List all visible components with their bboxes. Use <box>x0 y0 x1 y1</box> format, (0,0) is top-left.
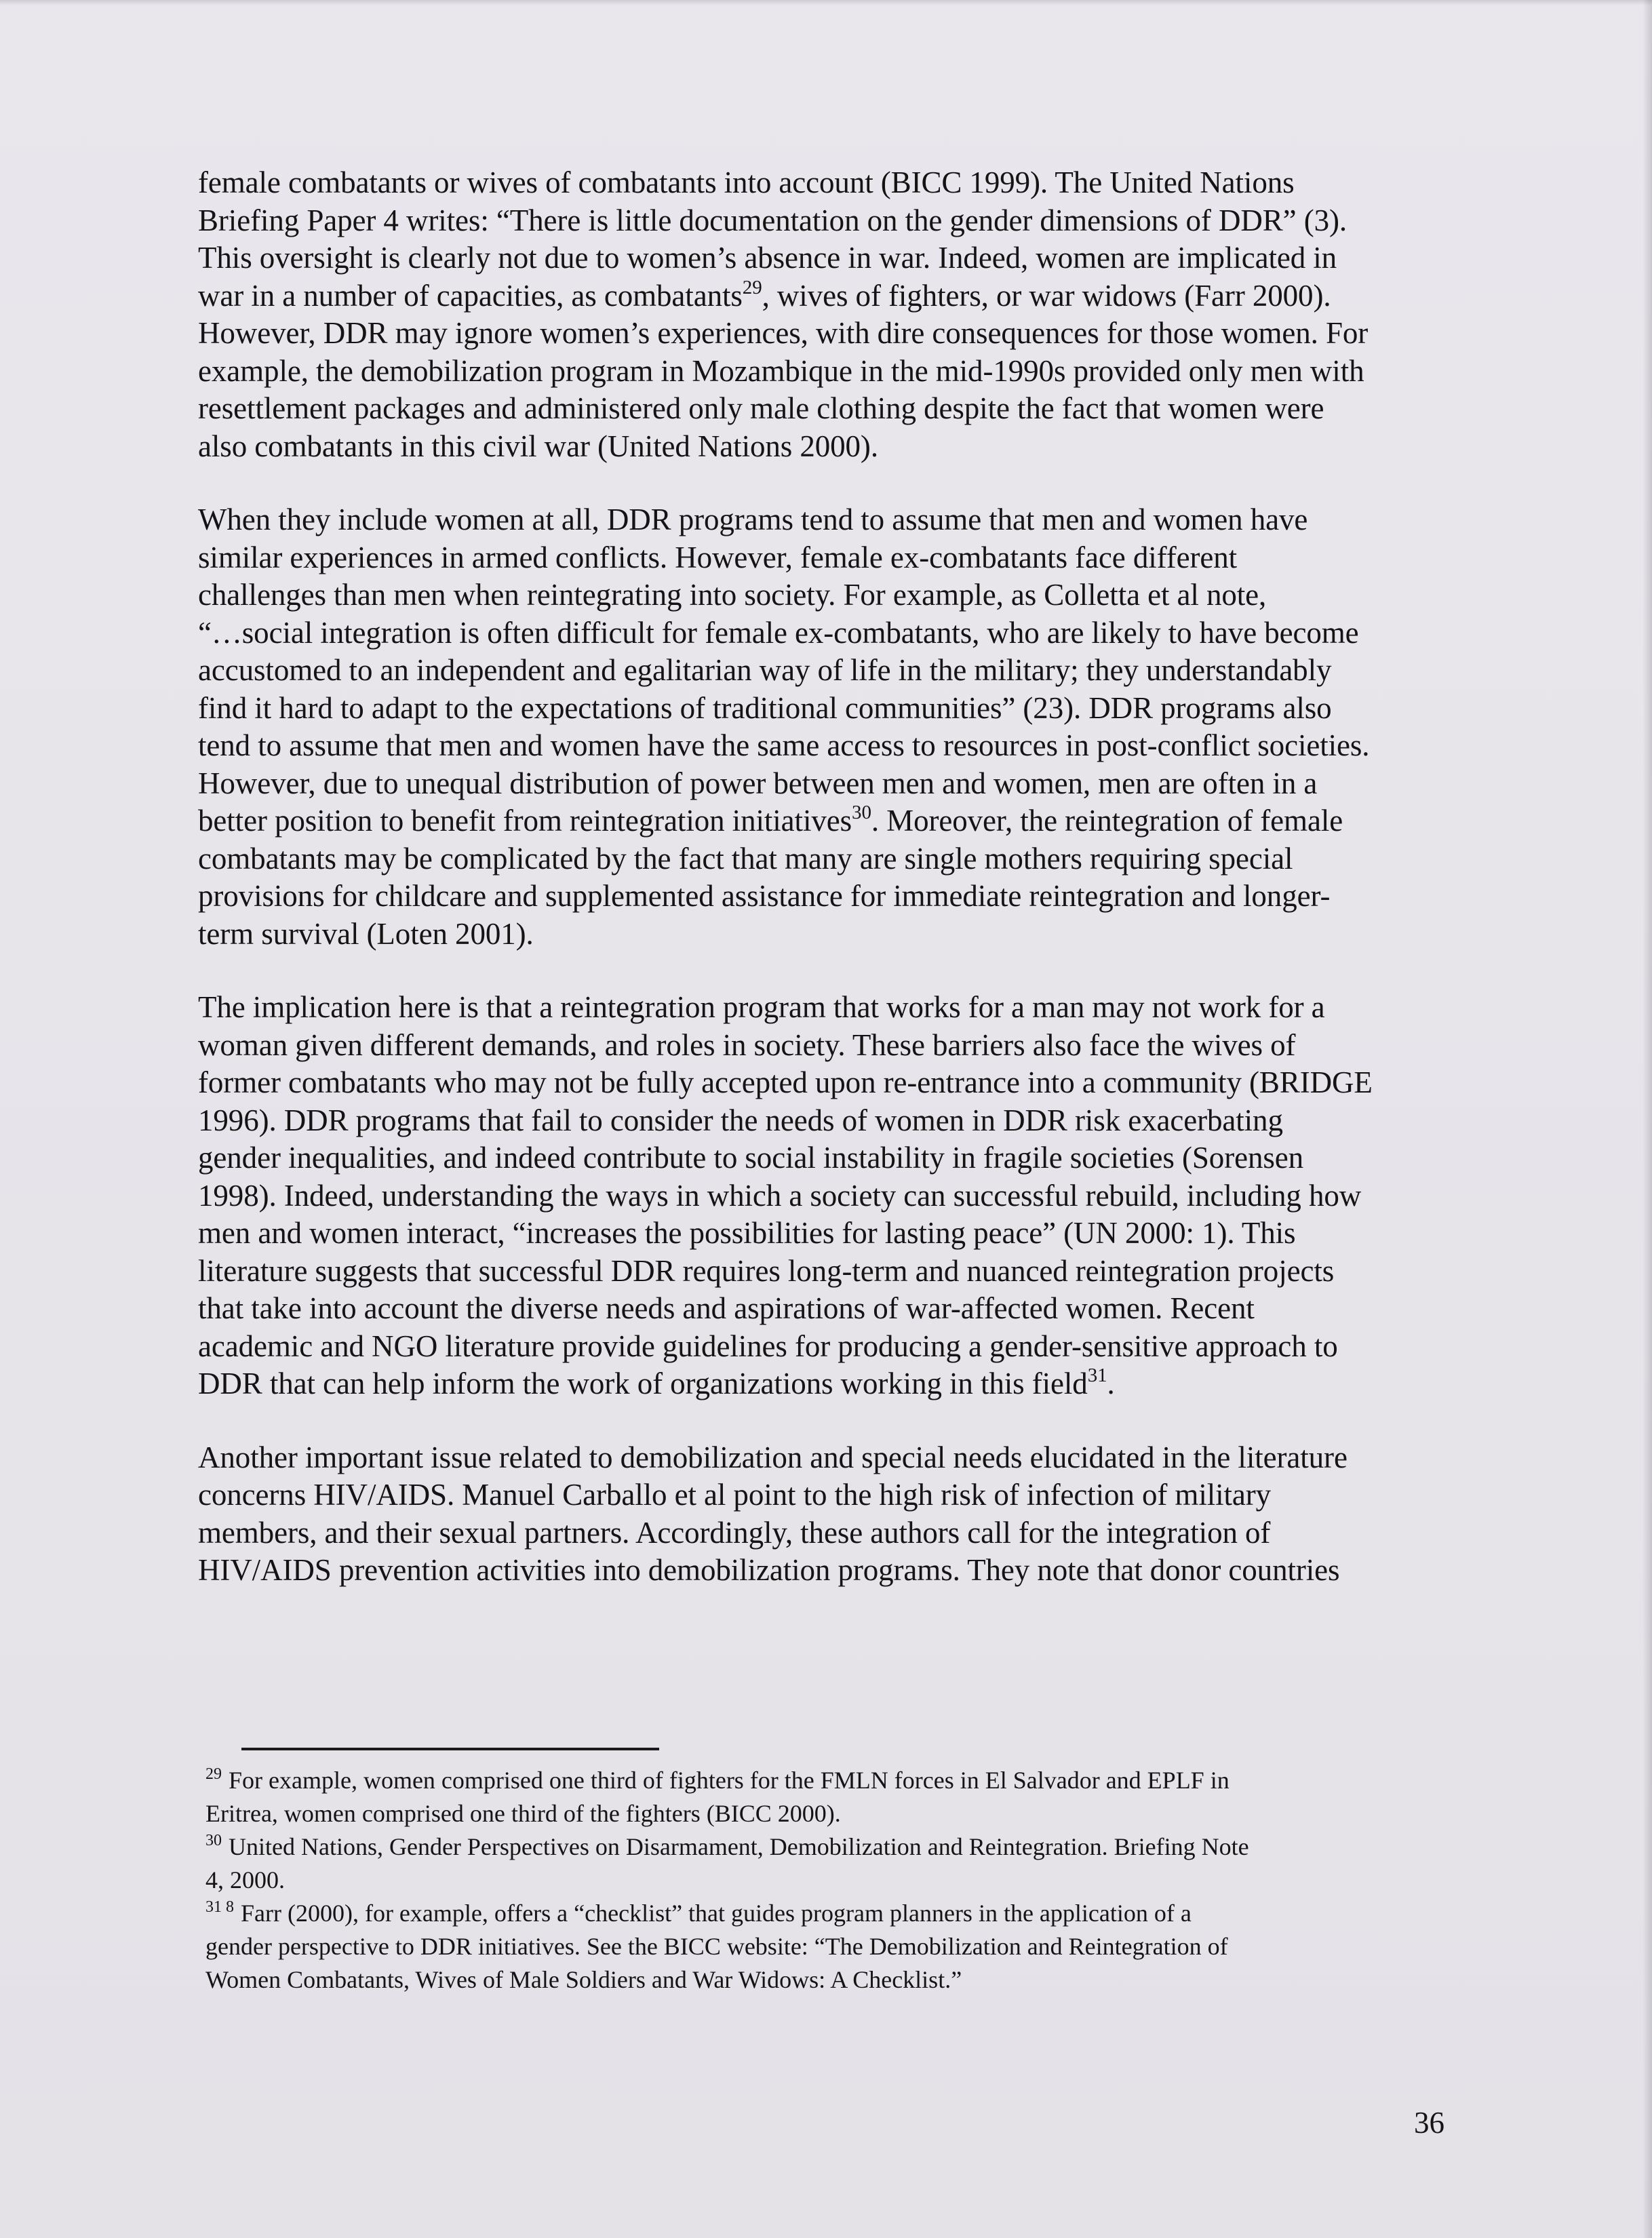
text-line <box>198 1514 1548 1552</box>
line-text: combatants may be complicated by the fact that many are single mothers requiring special <box>198 841 1293 876</box>
footnote-line <box>205 1864 1494 1897</box>
line-text-continued: . <box>1107 1367 1115 1400</box>
footnote-line <box>205 1830 1494 1864</box>
text-line <box>198 1476 1548 1514</box>
text-line <box>198 1253 1548 1291</box>
footnote-marker: 30 <box>205 1832 222 1849</box>
text-line <box>198 878 1548 916</box>
line-text: However, due to unequal distribution of power between men and women, men are often in a <box>198 766 1318 800</box>
text-line <box>198 690 1548 728</box>
text-line <box>198 1328 1548 1366</box>
footnote <box>205 1764 1494 1830</box>
line-text: term survival (Loten 2001). <box>198 916 534 951</box>
text-line <box>198 1365 1548 1403</box>
line-text: “…social integration is often difficult for female ex-combatants, who are likely to have become <box>198 615 1359 650</box>
text-line <box>198 1552 1548 1590</box>
line-text: also combatants in this civil war (United Nations 2000). <box>198 429 878 463</box>
text-line <box>198 652 1548 690</box>
line-text: gender inequalities, and indeed contribute to social instability in fragile societies (Sorensen <box>198 1141 1304 1175</box>
footnote-marker: 29 <box>205 1765 222 1783</box>
text-line <box>198 390 1548 428</box>
line-text: However, DDR may ignore women’s experiences, with dire consequences for those women. For <box>198 316 1369 350</box>
line-text-continued: , wives of fighters, or war widows (Farr 2000). <box>762 278 1331 313</box>
text-line <box>198 239 1548 277</box>
text-line <box>198 1027 1548 1065</box>
line-text: that take into account the diverse needs and aspirations of war-affected women. Recent <box>198 1291 1255 1325</box>
line-text: similar experiences in armed conflicts. However, female ex-combatants face different <box>198 540 1238 574</box>
text-line <box>198 1139 1548 1177</box>
text-line <box>198 916 1548 954</box>
page-edge-shadow <box>1643 0 1652 2238</box>
line-text: resettlement packages and administered only male clothing despite the fact that women were <box>198 391 1324 425</box>
line-text: men and women interact, “increases the possibilities for lasting peace” (UN 2000: 1). This <box>198 1216 1296 1250</box>
footnote-text: Farr (2000), for example, offers a “checklist” that guides program planners in the application of a <box>241 1900 1192 1927</box>
line-text: challenges than men when reintegrating into society. For example, as Colletta et al note, <box>198 578 1267 612</box>
footnote-text: gender perspective to DDR initiatives. See the BICC website: “The Demobilization and Reintegration of <box>205 1933 1228 1960</box>
paragraph <box>198 989 1548 1403</box>
text-line <box>198 989 1548 1027</box>
body-text <box>198 164 1548 1626</box>
footnote-reference: 29 <box>742 276 762 298</box>
footnote-text: Women Combatants, Wives of Male Soldiers and War Widows: A Checklist.” <box>205 1966 962 1993</box>
line-text: HIV/AIDS prevention activities into demobilization programs. They note that donor countries <box>198 1553 1340 1587</box>
paragraph <box>198 1439 1548 1590</box>
line-text: academic and NGO literature provide guidelines for producing a gender-sensitive approach to <box>198 1329 1338 1363</box>
line-text: example, the demobilization program in Mozambique in the mid-1990s provided only men with <box>198 353 1364 388</box>
line-text: provisions for childcare and supplemented assistance for immediate reintegration and longer- <box>198 879 1331 913</box>
line-text: war in a number of capacities, as combatants <box>198 278 743 313</box>
text-line <box>198 353 1548 391</box>
line-text: former combatants who may not be fully accepted upon re-entrance into a community (BRIDGE <box>198 1065 1373 1099</box>
footnote-reference: 30 <box>852 802 871 823</box>
footnotes <box>205 1764 1494 1997</box>
line-text: female combatants or wives of combatants into account (BICC 1999). The United Nations <box>198 165 1295 199</box>
footnote-text: For example, women comprised one third of fighters for the FMLN forces in El Salvador and EPLF in <box>229 1767 1230 1794</box>
text-line <box>198 802 1548 840</box>
line-text: This oversight is clearly not due to women’s absence in war. Indeed, women are implicated in <box>198 241 1337 275</box>
line-text: Another important issue related to demobilization and special needs elucidated in the literature <box>198 1440 1348 1474</box>
text-line <box>198 539 1548 577</box>
text-line <box>198 501 1548 539</box>
paragraph <box>198 164 1548 465</box>
text-line <box>198 765 1548 803</box>
line-text: When they include women at all, DDR programs tend to assume that men and women have <box>198 503 1308 536</box>
text-line <box>198 1215 1548 1253</box>
footnote-line <box>205 1797 1494 1830</box>
text-line <box>198 614 1548 652</box>
text-line <box>198 315 1548 353</box>
text-line <box>198 277 1548 315</box>
text-line <box>198 576 1548 614</box>
text-line <box>198 202 1548 240</box>
line-text: 1998). Indeed, understanding the ways in which a society can successful rebuild, including how <box>198 1178 1362 1213</box>
footnote-text: Eritrea, women comprised one third of the fighters (BICC 2000). <box>205 1800 841 1827</box>
footnote-line <box>205 1963 1494 1997</box>
line-text: literature suggests that successful DDR requires long-term and nuanced reintegration projects <box>198 1253 1335 1288</box>
text-line <box>198 1290 1548 1328</box>
text-line <box>198 727 1548 765</box>
paragraph <box>198 501 1548 953</box>
page-top-shadow <box>0 0 1652 5</box>
footnote-reference: 31 <box>1087 1365 1107 1386</box>
text-line <box>198 1102 1548 1140</box>
line-text-continued: . Moreover, the reintegration of female <box>871 804 1343 838</box>
page-number: 36 <box>1414 2106 1444 2140</box>
footnote-line <box>205 1764 1494 1797</box>
text-line <box>198 1177 1548 1215</box>
text-line <box>198 164 1548 202</box>
line-text: better position to benefit from reintegration initiatives <box>198 804 852 838</box>
line-text: find it hard to adapt to the expectations of traditional communities” (23). DDR programs also <box>198 690 1332 725</box>
footnote-line <box>205 1897 1494 1930</box>
line-text: 1996). DDR programs that fail to consider the needs of women in DDR risk exacerbating <box>198 1103 1283 1137</box>
line-text: Briefing Paper 4 writes: “There is little documentation on the gender dimensions of DDR” (3). <box>198 203 1348 237</box>
line-text: tend to assume that men and women have the same access to resources in post-conflict societies. <box>198 728 1370 762</box>
line-text: DDR that can help inform the work of organizations working in this field <box>198 1367 1088 1400</box>
footnote <box>205 1830 1494 1897</box>
footnote-separator <box>241 1748 659 1750</box>
line-text: members, and their sexual partners. Accordingly, these authors call for the integration of <box>198 1515 1271 1550</box>
footnote-text: 4, 2000. <box>205 1866 285 1893</box>
text-line <box>198 840 1548 878</box>
text-line <box>198 428 1548 466</box>
line-text: accustomed to an independent and egalitarian way of life in the military; they understandably <box>198 653 1332 687</box>
footnote <box>205 1897 1494 1997</box>
line-text: The implication here is that a reintegration program that works for a man may not work for a <box>198 990 1325 1024</box>
text-line <box>198 1064 1548 1102</box>
text-line <box>198 1439 1548 1477</box>
footnote-text: United Nations, Gender Perspectives on Disarmament, Demobilization and Reintegration. Briefing Note <box>229 1833 1249 1860</box>
line-text: concerns HIV/AIDS. Manuel Carballo et al point to the high risk of infection of military <box>198 1478 1272 1512</box>
footnote-line <box>205 1930 1494 1963</box>
footnote-marker: 31 8 <box>205 1898 234 1916</box>
line-text: woman given different demands, and roles in society. These barriers also face the wives of <box>198 1027 1296 1062</box>
